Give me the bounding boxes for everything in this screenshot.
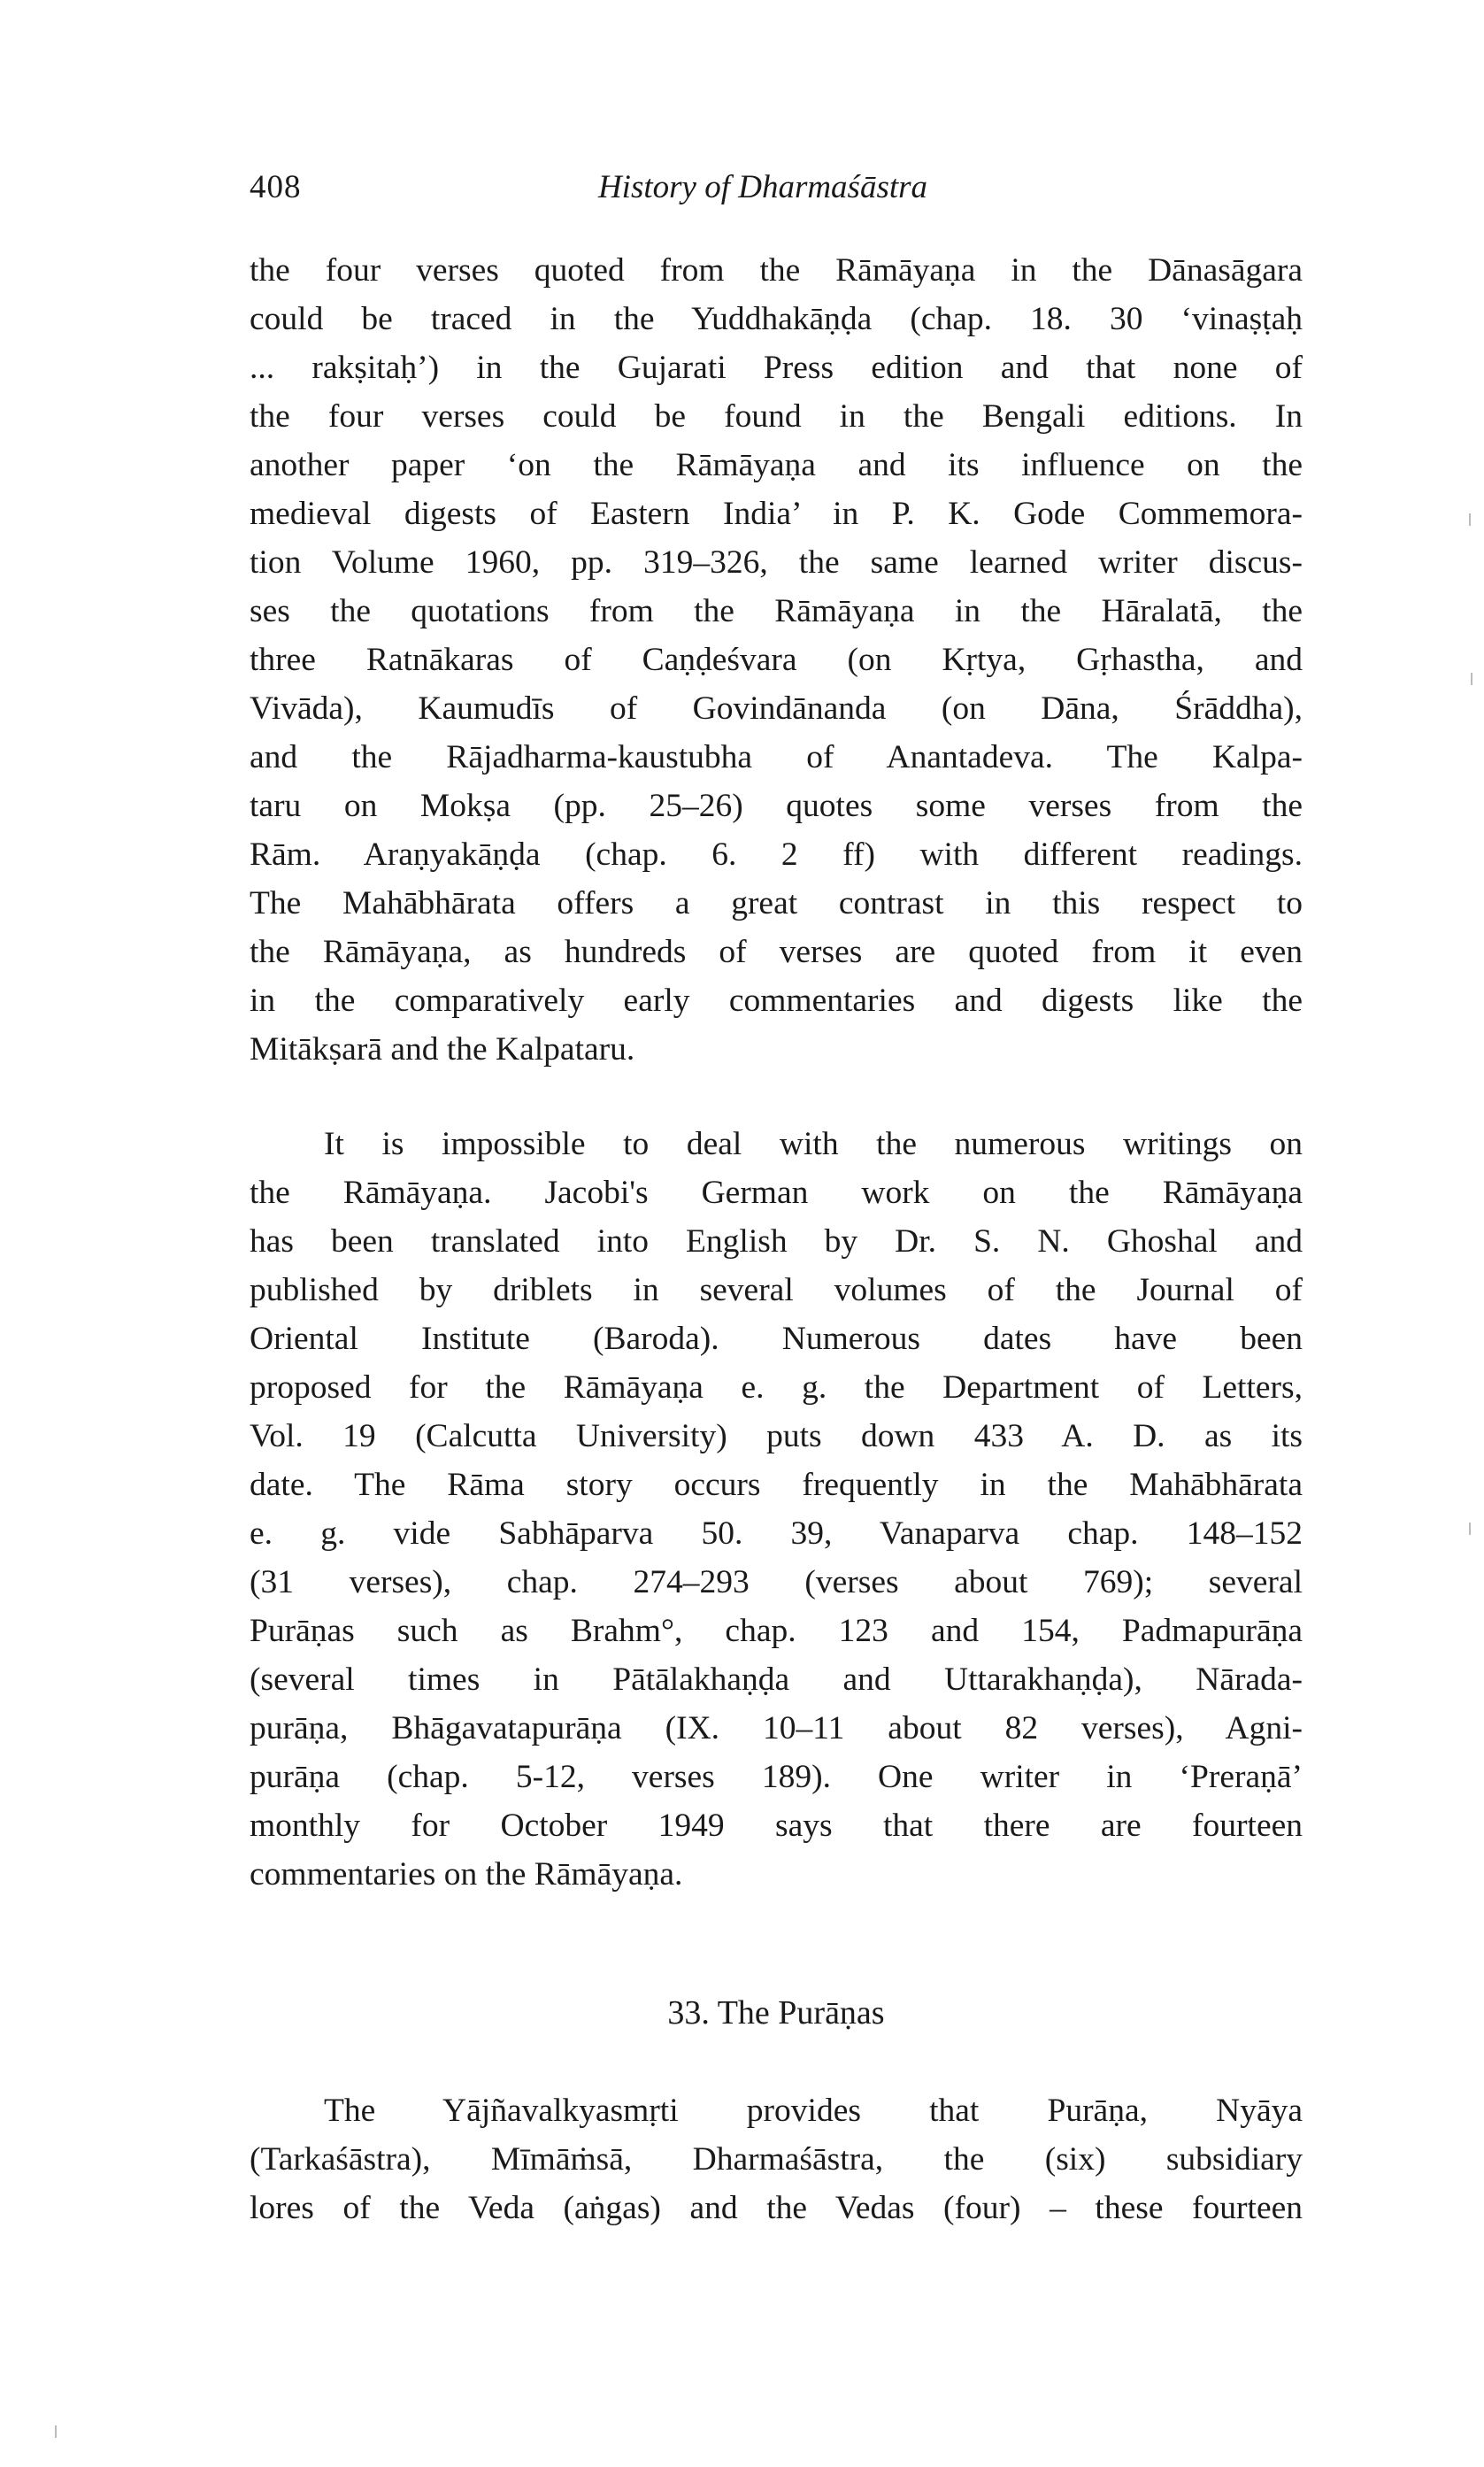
text-line: purāṇa (chap. 5-12, verses 189). One writer in ‘Preraṇā’	[250, 1759, 1303, 1795]
text-line: another paper ‘on the Rāmāyaṇa and its influence on the	[250, 447, 1303, 483]
text-line: Rām. Araṇyakāṇḍa (chap. 6. 2 ff) with different readings.	[250, 836, 1303, 873]
text-line: published by driblets in several volumes of the Journal of	[250, 1272, 1303, 1308]
scan-speck	[1471, 673, 1472, 685]
text-line: the Rāmāyaṇa. Jacobi's German work on the Rāmāyaṇa	[250, 1175, 1303, 1211]
text-line: Vol. 19 (Calcutta University) puts down 433 A. D. as its	[250, 1418, 1303, 1454]
text-line: tion Volume 1960, pp. 319–326, the same learned writer discus-	[250, 544, 1303, 581]
scan-speck	[1469, 513, 1471, 526]
paragraph-3	[250, 2086, 1303, 2232]
page-number: 408	[250, 169, 302, 205]
paragraph-1	[250, 246, 1303, 1074]
text-line: purāṇa, Bhāgavatapurāṇa (IX. 10–11 about 82 verses), Agni-	[250, 1710, 1303, 1746]
running-head	[250, 168, 1303, 212]
text-line: ... rakṣitaḥ’) in the Gujarati Press edition and that none of	[250, 350, 1303, 386]
section-heading: 33. The Purāṇas	[667, 1994, 885, 2031]
text-line: lores of the Veda (aṅgas) and the Vedas (four) – these fourteen	[250, 2190, 1303, 2226]
text-line: in the comparatively early commentaries and digests like the	[250, 983, 1303, 1019]
text-line: (Tarkaśāstra), Mīmāṁsā, Dharmaśāstra, the (six) subsidiary	[250, 2141, 1303, 2178]
text-line: Mitākṣarā and the Kalpataru.	[250, 1031, 635, 1068]
text-line: Vivāda), Kaumudīs of Govindānanda (on Dāna, Śrāddha),	[250, 690, 1303, 727]
text-line: the four verses could be found in the Bengali editions. In	[250, 398, 1303, 435]
text-line: e. g. vide Sabhāparva 50. 39, Vanaparva chap. 148–152	[250, 1515, 1303, 1552]
paragraph-2	[250, 1120, 1303, 1899]
text-line: and the Rājadharma-kaustubha of Anantadeva. The Kalpa-	[250, 739, 1303, 775]
text-line: The Mahābhārata offers a great contrast in this respect to	[250, 885, 1303, 921]
text-line: the four verses quoted from the Rāmāyaṇa in the Dānasāgara	[250, 252, 1303, 289]
text-line: monthly for October 1949 says that there are fourteen	[250, 1808, 1303, 1844]
text-line: (several times in Pātālakhaṇḍa and Uttarakhaṇḍa), Nārada-	[250, 1661, 1303, 1698]
scan-speck	[1469, 1523, 1471, 1535]
text-line: medieval digests of Eastern India’ in P. K. Gode Commemora-	[250, 496, 1303, 532]
text-line: proposed for the Rāmāyaṇa e. g. the Department of Letters,	[250, 1369, 1303, 1406]
text-line: ses the quotations from the Rāmāyaṇa in the Hāralatā, the	[250, 593, 1303, 629]
text-line: Purāṇas such as Brahm°, chap. 123 and 154, Padmapurāṇa	[250, 1613, 1303, 1649]
text-line: has been translated into English by Dr. S. N. Ghoshal and	[250, 1223, 1303, 1260]
text-line: The Yājñavalkyasmṛti provides that Purāṇa, Nyāya	[324, 2093, 1303, 2129]
text-line: Oriental Institute (Baroda). Numerous dates have been	[250, 1321, 1303, 1357]
text-line: date. The Rāma story occurs frequently in the Mahābhārata	[250, 1467, 1303, 1503]
text-line: the Rāmāyaṇa, as hundreds of verses are quoted from it even	[250, 934, 1303, 970]
text-line: It is impossible to deal with the numerous writings on	[324, 1126, 1303, 1162]
text-line: (31 verses), chap. 274–293 (verses about 769); several	[250, 1564, 1303, 1600]
text-line: commentaries on the Rāmāyaṇa.	[250, 1856, 683, 1893]
scan-speck	[55, 2425, 57, 2438]
running-title: History of Dharmaśāstra	[597, 169, 928, 205]
text-line: three Ratnākaras of Caṇḍeśvara (on Kṛtya, Gṛhastha, and	[250, 642, 1303, 678]
text-line: taru on Mokṣa (pp. 25–26) quotes some verses from the	[250, 788, 1303, 824]
text-line: could be traced in the Yuddhakāṇḍa (chap. 18. 30 ‘vinaṣṭaḥ	[250, 301, 1303, 337]
